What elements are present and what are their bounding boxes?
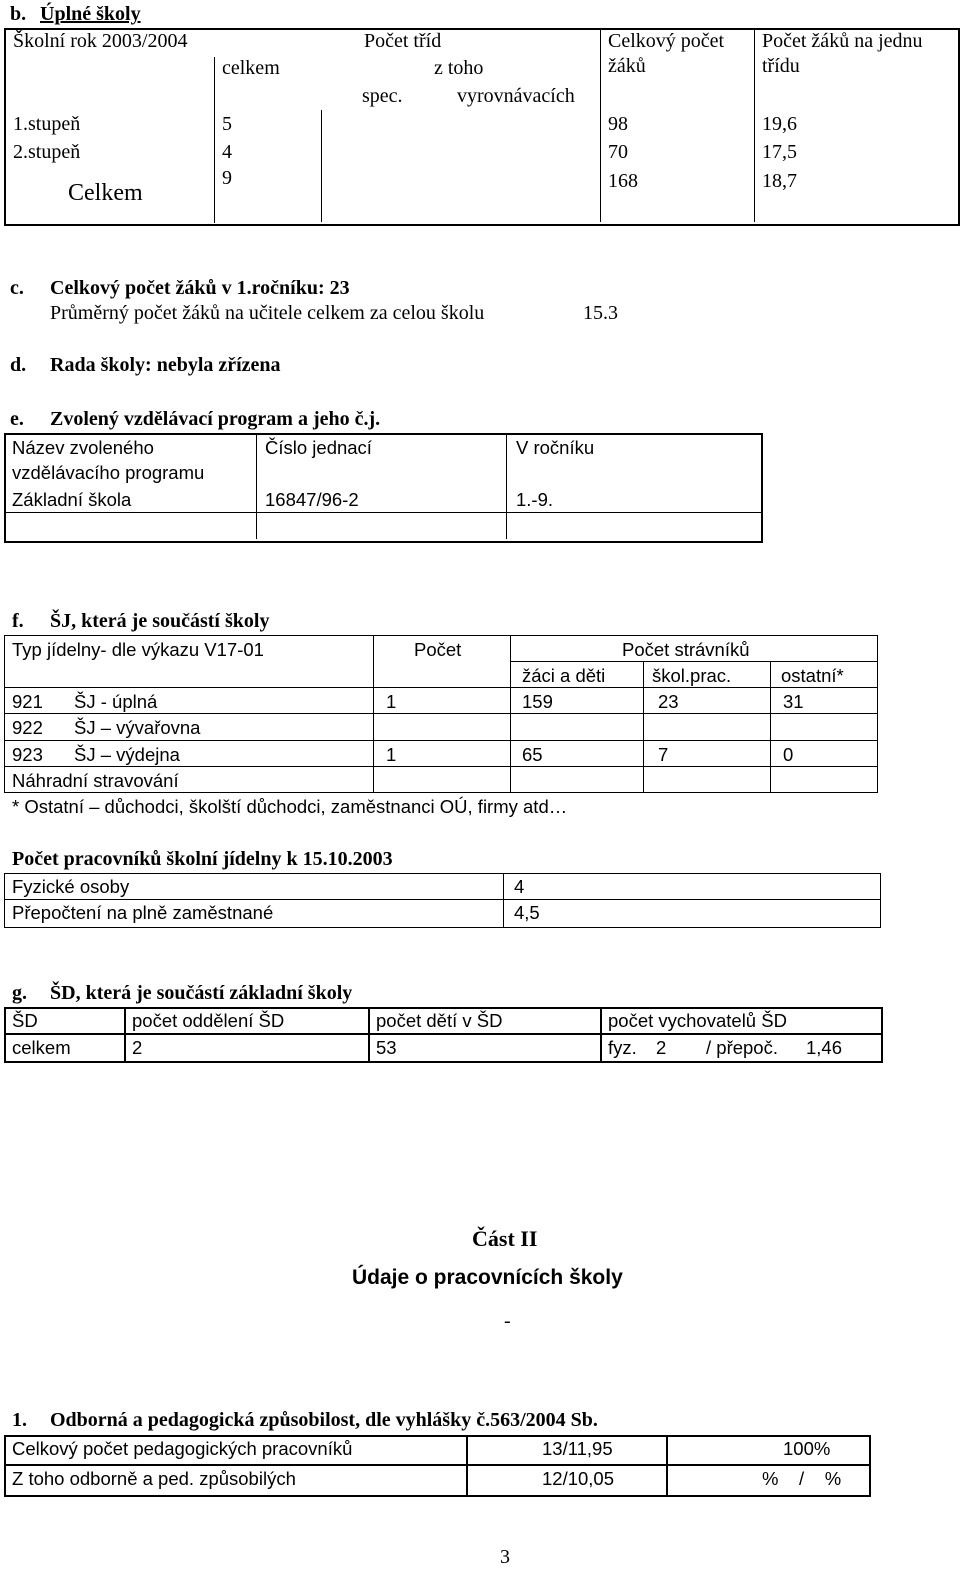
- header-pupils: žáci a děti: [522, 665, 606, 686]
- header-school-year: Školní rok 2003/2004: [13, 30, 188, 52]
- header-spec: spec.: [362, 85, 403, 107]
- row-name: ŠJ – vývařovna: [74, 717, 201, 738]
- section-e-letter: e.: [10, 408, 24, 430]
- row-staff: 23: [658, 691, 679, 712]
- row-children: 53: [376, 1037, 397, 1058]
- row-staff: 7: [658, 744, 669, 765]
- section-g-title: ŠD, která je součástí základní školy: [50, 982, 353, 1004]
- header-equalizing: vyrovnávacích: [457, 85, 575, 107]
- header-per-class: Počet žáků na jednu: [762, 30, 923, 52]
- section-b-title: Úplné školy: [40, 3, 141, 25]
- row-name: ŠJ - úplná: [74, 691, 158, 712]
- row-count: 1: [386, 744, 397, 765]
- row-fyz-label: fyz.: [608, 1037, 637, 1058]
- row-code: 921: [12, 691, 43, 712]
- row-per-class: 19,6: [762, 113, 797, 135]
- header-reference: Číslo jednací: [265, 437, 372, 458]
- qualification-value: 13/11,95: [542, 1438, 613, 1459]
- header-children: počet dětí v ŠD: [376, 1010, 503, 1031]
- header-type: Typ jídelny- dle výkazu V17-01: [12, 639, 264, 660]
- header-grade: V ročníku: [516, 437, 595, 458]
- row-prep-value: 1,46: [806, 1037, 843, 1058]
- section-c-average-value: 15.3: [583, 302, 618, 324]
- row-code: 922: [12, 717, 43, 738]
- header-total-pupils-2: žáků: [608, 55, 646, 77]
- row-per-class: 18,7: [762, 170, 797, 192]
- workers-label: Fyzické osoby: [12, 876, 130, 897]
- qualification-value: 12/10,05: [542, 1468, 615, 1489]
- row-name: ŠJ – výdejna: [74, 744, 180, 765]
- qualification-label: Celkový počet pedagogických pracovníků: [12, 1438, 353, 1459]
- row-label: 2.stupeň: [13, 141, 81, 163]
- header-per-class-2: třídu: [762, 55, 800, 77]
- row-label: celkem: [12, 1037, 71, 1058]
- row-name: Náhradní stravování: [12, 770, 179, 791]
- section-d-title: Rada školy: nebyla zřízena: [50, 354, 281, 376]
- row-classes: 5: [222, 113, 232, 135]
- header-others: ostatní*: [781, 665, 844, 686]
- row-code: 923: [12, 744, 43, 765]
- row-pupils: 98: [608, 113, 628, 135]
- row-count: 1: [386, 691, 397, 712]
- header-program-name-2: vzdělávacího programu: [12, 462, 205, 483]
- header-sd: ŠD: [12, 1010, 38, 1031]
- row-pupils: 159: [522, 691, 553, 712]
- workers-title: Počet pracovníků školní jídelny k 15.10.2003: [12, 848, 393, 870]
- row-label: 1.stupeň: [13, 113, 81, 135]
- program-reference: 16847/96-2: [265, 489, 359, 510]
- row-pupils: 70: [608, 141, 628, 163]
- section-e-title: Zvolený vzdělávací program a jeho č.j.: [50, 408, 381, 430]
- section-1-number: 1.: [12, 1409, 27, 1431]
- section-d-letter: d.: [10, 354, 27, 376]
- row-others: 31: [783, 691, 804, 712]
- section-c-title: Celkový počet žáků v 1.ročníku: 23: [50, 277, 350, 299]
- part2-dash: -: [504, 1310, 511, 1332]
- header-total-pupils: Celkový počet: [608, 30, 725, 52]
- part2-subtitle: Údaje o pracovnících školy: [352, 1266, 623, 1289]
- page-number: 3: [500, 1546, 510, 1568]
- header-staff: škol.prac.: [652, 665, 732, 686]
- header-count: Počet: [414, 639, 462, 660]
- workers-value: 4,5: [514, 902, 540, 923]
- row-classes: 4: [222, 141, 232, 163]
- section-c-average-label: Průměrný počet žáků na učitele celkem za celou školu: [50, 302, 485, 324]
- header-of-which: z toho: [434, 57, 484, 79]
- header-classes: Počet tříd: [364, 30, 442, 52]
- section-1-title: Odborná a pedagogická způsobilost, dle vyhlášky č.563/2004 Sb.: [50, 1409, 598, 1431]
- header-departments: počet oddělení ŠD: [132, 1010, 285, 1031]
- row-others: 0: [783, 744, 794, 765]
- row-departments: 2: [132, 1037, 143, 1058]
- workers-value: 4: [514, 876, 525, 897]
- qualification-percent: % / %: [762, 1468, 842, 1489]
- row-fyz-value: 2: [656, 1037, 667, 1058]
- section-f-title: ŠJ, která je součástí školy: [50, 610, 270, 632]
- row-prep-label: / přepoč.: [706, 1037, 778, 1058]
- header-program-name: Název zvoleného: [12, 437, 154, 458]
- canteen-note: * Ostatní – důchodci, školští důchodci, zaměstnanci OÚ, firmy atd…: [12, 796, 568, 817]
- qualification-percent: 100%: [783, 1438, 831, 1459]
- section-g-letter: g.: [12, 982, 27, 1004]
- section-f-letter: f.: [12, 610, 24, 632]
- row-per-class: 17,5: [762, 141, 797, 163]
- row-pupils: 65: [522, 744, 543, 765]
- program-name: Základní škola: [12, 489, 132, 510]
- program-grade: 1.-9.: [516, 489, 554, 510]
- header-diners: Počet strávníků: [622, 639, 750, 660]
- section-c-letter: c.: [10, 277, 24, 299]
- row-label: Celkem: [68, 180, 143, 206]
- row-pupils: 168: [608, 170, 638, 192]
- workers-label: Přepočtení na plně zaměstnané: [12, 902, 274, 923]
- header-total: celkem: [222, 57, 280, 79]
- part2-title: Část II: [472, 1226, 538, 1251]
- qualification-label: Z toho odborně a ped. způsobilých: [12, 1468, 296, 1489]
- header-educators: počet vychovatelů ŠD: [608, 1010, 787, 1031]
- row-classes: 9: [222, 167, 232, 189]
- section-b-letter: b.: [10, 3, 27, 25]
